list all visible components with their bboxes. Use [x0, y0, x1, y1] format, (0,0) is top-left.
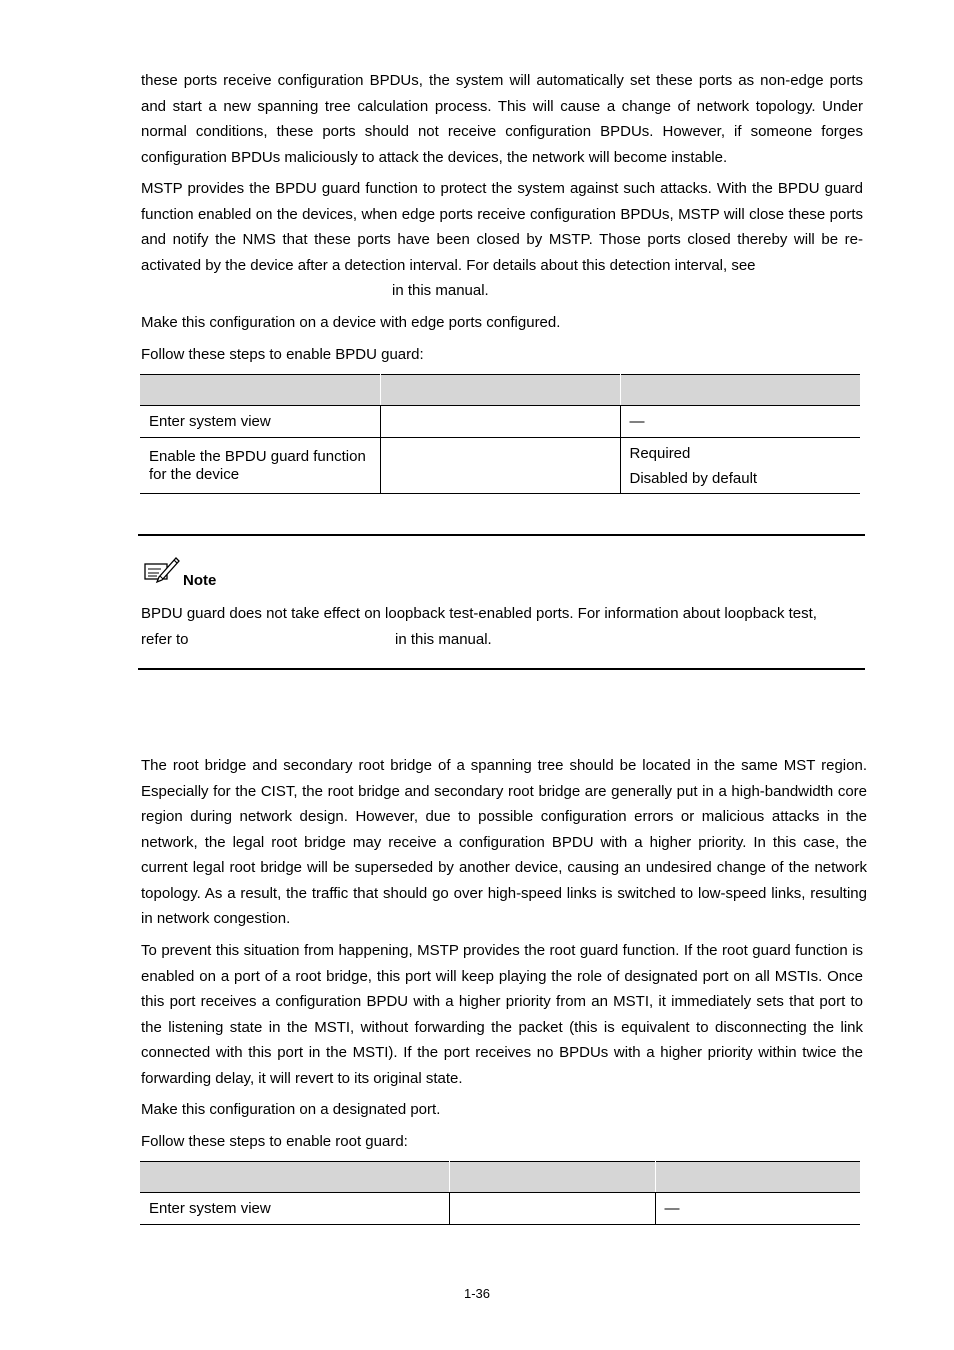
table-cell-operation: Enter system view [140, 1193, 449, 1225]
table-cell-remarks: — [620, 406, 860, 438]
note-bottom-rule [138, 668, 865, 670]
note-label: Note [183, 572, 217, 589]
table-cell-command [449, 1193, 655, 1225]
note-top-rule [138, 534, 865, 536]
table-cell-operation: Enter system view [140, 406, 380, 438]
paragraph-edge-ports: these ports receive configuration BPDUs, the system will automatically set these ports as non-edge ports and start a new spanning tree calculation process. This will cause a change of network topology. Under normal conditions, these ports should not receive configuration BPDUs. However, if someone forges configuration BPDUs maliciously to attack the devices, the network will become instable. [141, 72, 863, 166]
paragraph-bpdu-guard-intro: MSTP provides the BPDU guard function to protect the system against such attacks. With the BPDU guard function enabled on the devices, when edge ports receive configuration BPDUs, MSTP will close these ports and notify the NMS that these ports have been closed by MSTP. Those ports closed thereby will be re-activated by the device after a detection interval. For details about this detection interval, see [141, 180, 863, 274]
table-header-row [140, 1162, 860, 1193]
table-header-cell [140, 1162, 449, 1193]
table-row [140, 1193, 860, 1225]
remarks-default: Disabled by default [629, 469, 758, 487]
note-text-manual: in this manual. [395, 631, 492, 648]
table-row [140, 438, 860, 494]
table-header-cell [140, 375, 380, 406]
page-number: 1-36 [463, 1286, 491, 1301]
paragraph-designated-port: Make this configuration on a designated port. [141, 1101, 441, 1118]
paragraph-manual-ref: in this manual. [392, 282, 489, 299]
paragraph-steps-intro: Follow these steps to enable BPDU guard: [141, 346, 424, 363]
root-guard-table [140, 1161, 860, 1225]
table-header-cell [655, 1162, 860, 1193]
note-text-refer: refer to [141, 631, 189, 648]
table-header-row [140, 375, 860, 406]
table-cell-command [380, 406, 620, 438]
paragraph-root-bridge: The root bridge and secondary root bridge of a spanning tree should be located in the same MST region. Especially for the CIST, the root bridge and secondary root bridge are generally put in a high-bandwidth core region during network design. However, due to possible configuration errors or malicious attacks in the network, the legal root bridge may receive a configuration BPDU with a higher priority. In this case, the current legal root bridge will be superseded by another device, causing an undesired change of the network topology. As a result, the traffic that should go over high-speed links is switched to low-speed links, resulting in network congestion. [141, 757, 867, 927]
table-cell-operation: Enable the BPDU guard function for the device [140, 438, 380, 494]
note-header [143, 555, 216, 590]
table-cell-command [380, 438, 620, 494]
table-cell-remarks: — [655, 1193, 860, 1225]
table-row [140, 406, 860, 438]
table-header-cell [620, 375, 860, 406]
remarks-required: Required [629, 444, 691, 462]
table-cell-remarks [620, 438, 860, 494]
paragraph-config-context: Make this configuration on a device with edge ports configured. [141, 314, 561, 331]
paragraph-root-guard-intro: To prevent this situation from happening, MSTP provides the root guard function. If the root guard function is enabled on a port of a root bridge, this port will keep playing the role of designated port on all MSTIs. Once this port receives a configuration BPDU with a higher priority from an MSTI, it immediately sets that port to the listening state in the MSTI, without forwarding the packet (this is equivalent to disconnecting the link connected with this port in the MSTI). If the port receives no BPDUs with a higher priority within twice the forwarding delay, it will revert to its original state. [141, 942, 863, 1087]
table-header-cell [449, 1162, 655, 1193]
note-pencil-icon [143, 555, 181, 590]
table-header-cell [380, 375, 620, 406]
paragraph-steps-intro-2: Follow these steps to enable root guard: [141, 1133, 408, 1150]
bpdu-guard-table [140, 374, 860, 494]
note-text-line-1: BPDU guard does not take effect on loopback test-enabled ports. For information about loopback test, [141, 605, 817, 622]
